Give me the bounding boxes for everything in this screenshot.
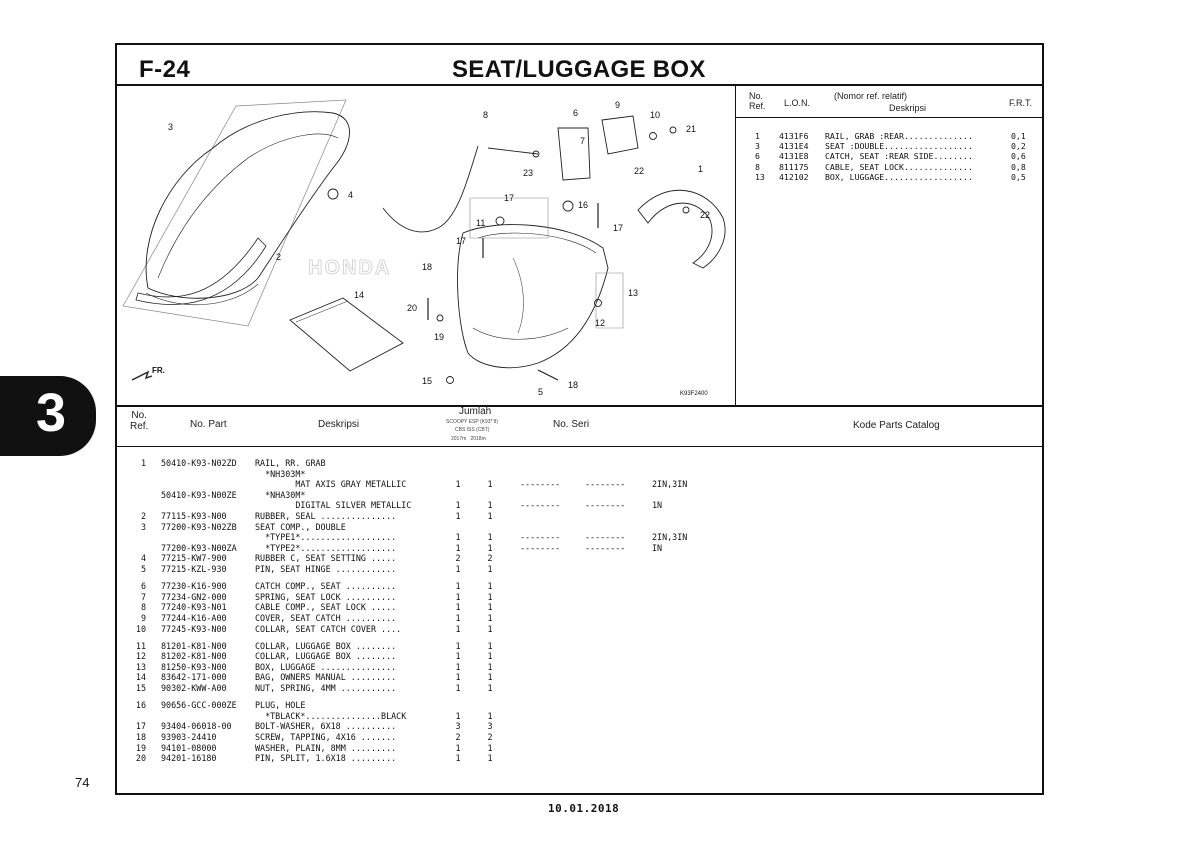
part-qty-2: 1	[487, 500, 493, 511]
parts-table-row	[130, 564, 730, 575]
page-title: SEAT/LUGGAGE BOX	[452, 56, 706, 83]
callout-17a: 17	[504, 193, 515, 203]
part-description: COVER, SEAT CATCH ..........	[255, 612, 397, 623]
part-catalog-code: 2IN,3IN	[652, 479, 688, 490]
parts-header-jumlah-model: SCOOPY ESP (K93*’II)	[446, 419, 499, 425]
part-description: *NHA30M*	[255, 489, 306, 500]
part-description: BOLT-WASHER, 6X18 ..........	[255, 721, 397, 732]
callout-10: 10	[650, 110, 661, 120]
callout-5: 5	[538, 387, 544, 397]
part-qty-2: 1	[487, 510, 493, 521]
part-qty-2: 1	[487, 612, 493, 623]
part-qty-2: 1	[487, 651, 493, 662]
part-ref: 16	[135, 700, 146, 711]
callout-17b: 17	[456, 236, 467, 246]
part-description: COLLAR, LUGGAGE BOX ........	[255, 640, 397, 651]
part-qty-2: 1	[487, 581, 493, 592]
callout-7: 7	[580, 136, 586, 146]
lon-header-deskripsi: Deskripsi	[889, 103, 927, 113]
lon-frt: 0,2	[1011, 141, 1026, 152]
callout-11: 11	[476, 218, 486, 228]
lon-desc: CABLE, SEAT LOCK..............	[825, 161, 973, 172]
part-number: 50410-K93-N02ZD	[161, 458, 237, 468]
part-number: 90656-GCC-000ZE	[161, 700, 237, 711]
parts-header-kode: Kode Parts Catalog	[853, 420, 940, 431]
part-serial-to: --------	[585, 542, 626, 553]
lon-frt: 0,5	[1011, 171, 1026, 182]
callout-18a: 18	[422, 262, 433, 272]
part-ref: 6	[140, 581, 146, 592]
part-ref: 2	[140, 510, 146, 521]
lon-code: 4131F6	[779, 131, 809, 141]
parts-table-row	[130, 721, 730, 732]
part-number: 83642-171-000	[161, 672, 227, 683]
parts-header-no-ref: No. Ref.	[130, 410, 149, 432]
part-qty-1: 1	[455, 581, 461, 592]
part-qty-1: 1	[455, 742, 461, 753]
callout-12: 12	[595, 318, 606, 328]
lon-header-divider	[736, 117, 1044, 118]
lon-code: 811175	[779, 161, 809, 172]
callout-8: 8	[483, 110, 489, 120]
part-description: *TYPE2*...................	[255, 542, 397, 553]
part-number: 50410-K93-N00ZE	[161, 489, 237, 500]
lon-header-no-ref: No. Ref.	[749, 91, 766, 111]
parts-table-row	[130, 500, 730, 511]
callout-13: 13	[628, 288, 639, 298]
parts-table-row	[130, 469, 730, 480]
parts-header-jumlah-variant: CBS ISS (CBT)	[455, 427, 490, 433]
lon-header-lon: L.O.N.	[784, 98, 811, 108]
parts-header-deskripsi: Deskripsi	[318, 419, 360, 430]
part-ref: 8	[140, 602, 146, 613]
part-description: CABLE COMP., SEAT LOCK .....	[255, 602, 397, 613]
part-serial-from: --------	[520, 532, 561, 543]
part-description: NUT, SPRING, 4MM ...........	[255, 683, 397, 694]
lon-code: 412102	[779, 171, 809, 182]
lon-header-frt: F.R.T.	[1009, 98, 1033, 108]
part-description: COLLAR, LUGGAGE BOX ........	[255, 651, 397, 662]
part-number: 77244-K16-A00	[161, 612, 227, 623]
part-description: COLLAR, SEAT CATCH COVER ....	[255, 623, 402, 634]
part-qty-1: 1	[455, 672, 461, 683]
part-description: MAT AXIS GRAY METALLIC	[255, 479, 407, 490]
part-qty-2: 2	[487, 553, 493, 564]
parts-header-divider	[115, 446, 1044, 447]
part-qty-2: 1	[487, 683, 493, 694]
section-tab-number: 3	[36, 383, 67, 443]
part-number: 93903-24410	[161, 732, 217, 743]
part-ref: 10	[135, 623, 146, 634]
lon-ref: 13	[755, 171, 765, 182]
part-description: *NH303M*	[255, 468, 306, 479]
part-description: *TYPE1*...................	[255, 532, 397, 543]
part-qty-1: 1	[455, 542, 461, 553]
part-number: 94101-08000	[161, 742, 217, 753]
part-qty-1: 1	[455, 532, 461, 543]
part-ref: 14	[135, 672, 146, 683]
callout-18b: 18	[568, 380, 579, 390]
parts-table-row	[130, 672, 730, 683]
part-qty-2: 1	[487, 479, 493, 490]
parts-table-row	[130, 581, 730, 592]
part-qty-2: 1	[487, 623, 493, 634]
lon-ref: 1	[755, 131, 760, 141]
part-ref: 12	[135, 651, 146, 662]
part-serial-from: --------	[520, 479, 561, 490]
callout-17c: 17	[613, 223, 624, 233]
part-qty-1: 1	[455, 753, 461, 764]
part-qty-1: 1	[455, 683, 461, 694]
callout-4: 4	[348, 190, 354, 200]
part-ref: 3	[140, 521, 146, 532]
parts-table-row	[130, 743, 730, 754]
part-description: RUBBER C, SEAT SETTING .....	[255, 553, 397, 564]
part-number: 77215-KZL-930	[161, 563, 227, 574]
callout-14: 14	[354, 290, 365, 300]
lon-frt: 0,8	[1011, 161, 1026, 172]
part-qty-2: 1	[487, 542, 493, 553]
part-serial-from: --------	[520, 542, 561, 553]
parts-table-row	[130, 490, 730, 501]
honda-watermark: HONDA	[308, 257, 392, 279]
part-number: 90302-KWW-A00	[161, 683, 227, 694]
parts-table-row	[130, 651, 730, 662]
callout-21: 21	[686, 124, 697, 134]
lon-header-nomor-ref: (Nomor ref. relatif)	[834, 91, 908, 101]
part-qty-1: 1	[455, 710, 461, 721]
part-qty-1: 2	[455, 553, 461, 564]
part-description: SEAT COMP., DOUBLE	[255, 521, 346, 532]
parts-table-row	[130, 683, 730, 694]
part-qty-2: 1	[487, 710, 493, 721]
part-ref: 20	[135, 753, 146, 764]
part-number: 77245-K93-N00	[161, 623, 227, 634]
part-qty-1: 2	[455, 732, 461, 743]
part-qty-2: 2	[487, 732, 493, 743]
callout-19: 19	[434, 332, 445, 342]
parts-table-row	[130, 753, 730, 764]
part-number: 77200-K93-N00ZA	[161, 542, 237, 553]
part-ref: 1	[140, 458, 146, 468]
parts-table-row	[130, 700, 730, 711]
part-description: DIGITAL SILVER METALLIC	[255, 500, 412, 511]
parts-header-jumlah: Jumlah	[459, 406, 492, 417]
parts-header-no-part: No. Part	[190, 419, 227, 430]
section-code: F-24	[139, 56, 191, 83]
part-number: 81201-K81-N00	[161, 640, 227, 651]
lon-frt: 0,6	[1011, 151, 1026, 162]
part-ref: 18	[135, 732, 146, 743]
part-serial-to: --------	[585, 500, 626, 511]
part-ref: 17	[135, 721, 146, 732]
callout-15: 15	[422, 376, 433, 386]
parts-table-row	[130, 602, 730, 613]
lon-ref: 3	[755, 141, 760, 152]
part-number: 81202-K81-N00	[161, 651, 227, 662]
callout-16: 16	[578, 200, 589, 210]
part-ref: 19	[135, 742, 146, 753]
part-serial-from: --------	[520, 500, 561, 511]
lon-code: 4131E8	[779, 151, 809, 162]
part-qty-1: 1	[455, 651, 461, 662]
parts-table-row	[130, 532, 730, 543]
header-divider	[115, 84, 1044, 86]
part-description: RUBBER, SEAL ...............	[255, 510, 397, 521]
parts-table-row	[130, 543, 730, 554]
part-qty-1: 1	[455, 479, 461, 490]
part-qty-2: 1	[487, 532, 493, 543]
part-qty-2: 1	[487, 753, 493, 764]
part-description: PIN, SEAT HINGE ............	[255, 563, 397, 574]
part-description: RAIL, RR. GRAB	[255, 458, 326, 468]
callout-23: 23	[523, 168, 534, 178]
part-description: WASHER, PLAIN, 8MM .........	[255, 742, 397, 753]
parts-table-row	[130, 479, 730, 490]
part-ref: 13	[135, 661, 146, 672]
part-qty-1: 1	[455, 591, 461, 602]
lon-desc: RAIL, GRAB :REAR..............	[825, 131, 973, 141]
part-qty-1: 1	[455, 602, 461, 613]
part-qty-2: 1	[487, 591, 493, 602]
part-qty-1: 1	[455, 612, 461, 623]
part-qty-2: 1	[487, 602, 493, 613]
part-ref: 5	[140, 563, 146, 574]
parts-header-jumlah-years: 2017m 2018m	[451, 436, 486, 442]
lon-ref: 6	[755, 151, 760, 162]
fr-marker: FR.	[152, 366, 165, 375]
part-ref: 7	[140, 591, 146, 602]
parts-table-row	[130, 592, 730, 603]
part-qty-2: 1	[487, 563, 493, 574]
part-description: BAG, OWNERS MANUAL .........	[255, 672, 397, 683]
part-number: 77234-GN2-000	[161, 591, 227, 602]
part-serial-to: --------	[585, 479, 626, 490]
part-description: PIN, SPLIT, 1.6X18 .........	[255, 753, 397, 764]
callout-3: 3	[168, 122, 174, 132]
part-serial-to: --------	[585, 532, 626, 543]
part-qty-2: 3	[487, 721, 493, 732]
parts-table-row	[130, 553, 730, 564]
part-description: CATCH COMP., SEAT ..........	[255, 581, 397, 592]
part-number: 81250-K93-N00	[161, 661, 227, 672]
lon-frt: 0,1	[1011, 131, 1026, 141]
part-qty-1: 1	[455, 563, 461, 574]
parts-table-row	[130, 522, 730, 533]
part-number: 77200-K93-N02ZB	[161, 521, 237, 532]
lon-ref: 8	[755, 161, 760, 172]
part-qty-1: 1	[455, 500, 461, 511]
part-ref: 9	[140, 612, 146, 623]
callout-20: 20	[407, 303, 418, 313]
parts-table-row	[130, 613, 730, 624]
part-number: 94201-16180	[161, 753, 217, 764]
callout-9: 9	[615, 100, 621, 110]
diagram-divider	[735, 84, 736, 406]
lon-desc: SEAT :DOUBLE..................	[825, 141, 973, 152]
part-ref: 15	[135, 683, 146, 694]
part-description: *TBLACK*...............BLACK	[255, 710, 407, 721]
diagram-code: K93F2400	[680, 391, 708, 397]
lon-code: 4131E4	[779, 141, 809, 152]
parts-header-no-seri: No. Seri	[553, 419, 590, 430]
part-qty-1: 1	[455, 623, 461, 634]
callout-2: 2	[276, 252, 282, 262]
part-qty-2: 1	[487, 742, 493, 753]
parts-table-body	[130, 458, 730, 764]
part-qty-1: 3	[455, 721, 461, 732]
part-qty-2: 1	[487, 640, 493, 651]
revision-date: 10.01.2018	[548, 802, 620, 815]
part-number: 77240-K93-N01	[161, 602, 227, 613]
part-catalog-code: 2IN,3IN	[652, 532, 688, 543]
page-number: 74	[75, 775, 90, 790]
parts-table-row	[130, 641, 730, 652]
part-number: 77230-K16-900	[161, 581, 227, 592]
part-qty-2: 1	[487, 661, 493, 672]
part-description: SCREW, TAPPING, 4X16 .......	[255, 732, 397, 743]
part-qty-1: 1	[455, 661, 461, 672]
diagram-bottom-divider	[115, 405, 1044, 407]
callout-22b: 22	[700, 210, 711, 220]
parts-table-row	[130, 624, 730, 635]
part-ref: 11	[135, 640, 146, 651]
part-qty-1: 1	[455, 510, 461, 521]
callout-1: 1	[698, 164, 704, 174]
part-qty-1: 1	[455, 640, 461, 651]
part-description: BOX, LUGGAGE ...............	[255, 661, 397, 672]
callout-6: 6	[573, 108, 579, 118]
part-number: 93404-06018-00	[161, 721, 232, 732]
lon-desc: BOX, LUGGAGE..................	[825, 171, 973, 182]
parts-table-row	[130, 732, 730, 743]
part-catalog-code: 1N	[652, 500, 663, 511]
part-number: 77215-KW7-900	[161, 553, 227, 564]
part-qty-2: 1	[487, 672, 493, 683]
parts-table-row	[130, 511, 730, 522]
part-ref: 4	[140, 553, 146, 564]
parts-table-row	[130, 711, 730, 722]
parts-table-row	[130, 662, 730, 673]
callout-22a: 22	[634, 166, 645, 176]
lon-desc: CATCH, SEAT :REAR SIDE........	[825, 151, 973, 162]
part-number: 77115-K93-N00	[161, 510, 227, 521]
part-description: SPRING, SEAT LOCK ..........	[255, 591, 397, 602]
parts-table-row	[130, 458, 730, 469]
part-description: PLUG, HOLE	[255, 700, 306, 711]
part-catalog-code: IN	[652, 542, 663, 553]
section-tab	[0, 376, 96, 456]
exploded-parts-diagram	[118, 88, 734, 404]
